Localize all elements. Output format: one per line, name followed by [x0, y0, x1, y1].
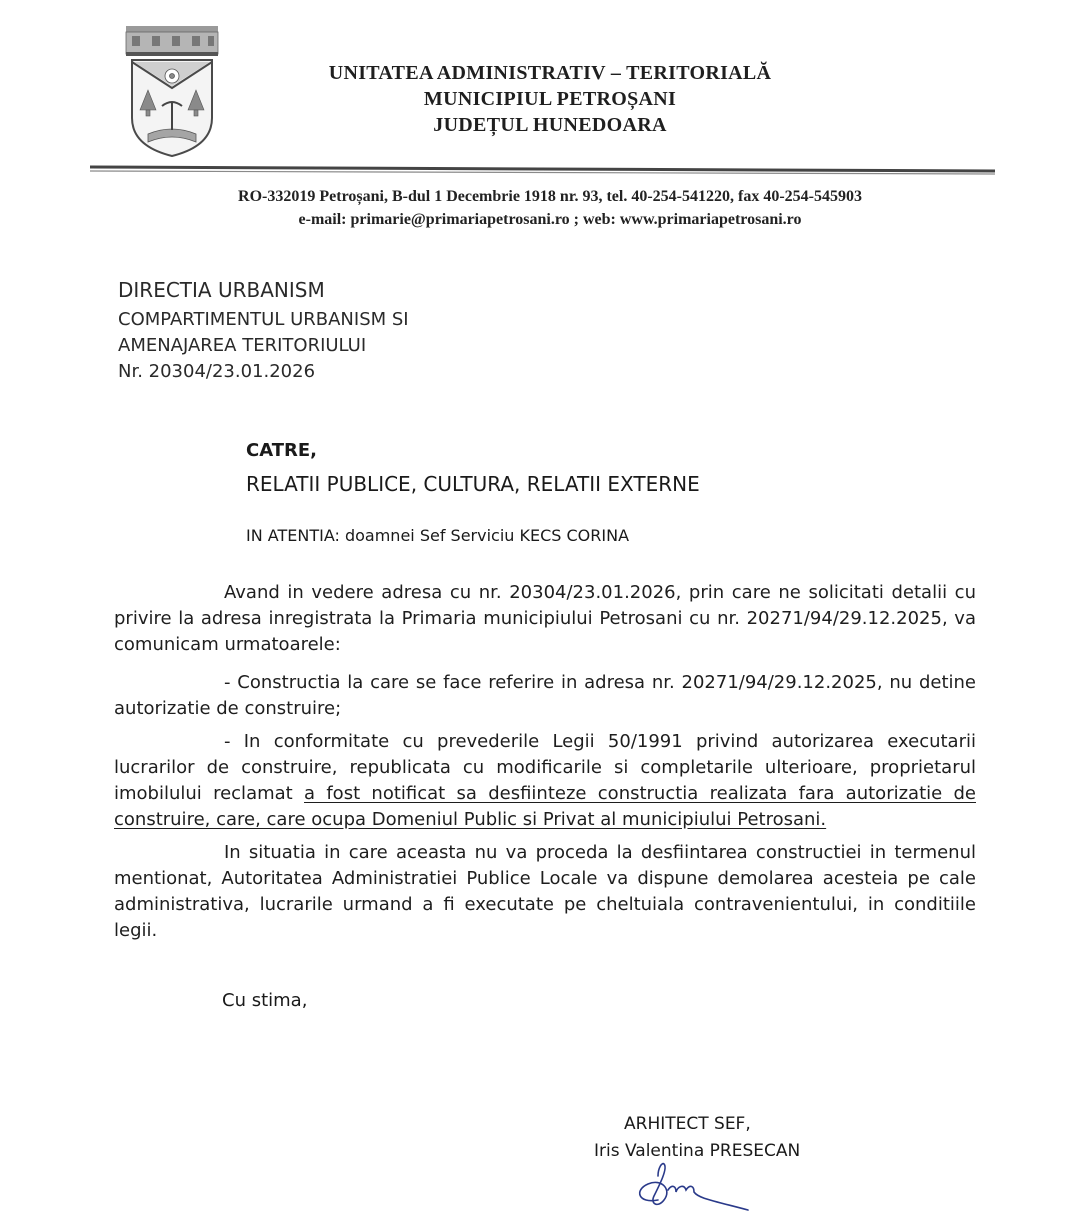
- coat-of-arms-icon: [118, 22, 226, 160]
- sender-compartment-line1: COMPARTIMENTUL URBANISM SI: [118, 309, 409, 330]
- header-unit-title: UNITATEA ADMINISTRATIV – TERITORIALĂ: [328, 62, 772, 84]
- closing-salutation: Cu stima,: [222, 990, 308, 1011]
- body-paragraph-1: Avand in vedere adresa cu nr. 20304/23.01.2026, prin care ne solicitati detalii cu privire la adresa inregistrata la Primaria municipiului Petrosani cu nr. 20271/94/29.12.2025, va comunicam urmatoarele:: [114, 582, 976, 655]
- signatory-name: Iris Valentina PRESECAN: [594, 1141, 801, 1161]
- body-paragraph-2: - Constructia la care se face referire in adresa nr. 20271/94/29.12.2025, nu detine autorizatie de construire;: [114, 672, 976, 719]
- registration-number: Nr. 20304/23.01.2026: [118, 361, 316, 382]
- header-county: JUDEȚUL HUNEDOARA: [433, 114, 667, 136]
- sender-compartment-line2: AMENAJAREA TERITORIULUI: [118, 335, 367, 356]
- attention-line: IN ATENTIA: doamnei Sef Serviciu KECS CORINA: [246, 526, 630, 545]
- header-divider: [90, 162, 995, 180]
- contact-address-line: RO-332019 Petroșani, B-dul 1 Decembrie 1918 nr. 93, tel. 40-254-541220, fax 40-254-545903: [238, 188, 862, 205]
- body-paragraph-3-text: - In conformitate cu prevederile Legii 50/1991 privind autorizarea executarii lucrarilor de construire, republicata cu modificarile si completarile ulterioare, proprietarul imobilului reclamat: [114, 731, 976, 804]
- header-municipality: MUNICIPIUL PETROȘANI: [423, 88, 677, 110]
- contact-email-web-line: e-mail: primarie@primariapetrosani.ro ; web: www.primariapetrosani.ro: [298, 211, 802, 228]
- body-paragraph-4: In situatia in care aceasta nu va proceda la desfiintarea constructiei in termenul mentionat, Autoritatea Administratiei Publice Locale va dispune demolarea acesteia pe cale administrativa, lucrarile urmand a fi executate pe cheltuiala contravenientului, in conditiile legii.: [114, 842, 976, 941]
- signatory-title: ARHITECT SEF,: [624, 1114, 751, 1134]
- recipient-label: CATRE,: [246, 440, 318, 461]
- body-paragraph-3-underlined: a fost notificat sa desfiinteze constructia realizata fara autorizatie de construire, care, care ocupa Domeniul Public si Privat al municipiului Petrosani.: [114, 783, 976, 830]
- handwritten-signature-icon: [628, 1160, 758, 1216]
- body-paragraph-3: [114, 729, 976, 833]
- sender-department: DIRECTIA URBANISM: [118, 278, 325, 302]
- recipient-name: RELATII PUBLICE, CULTURA, RELATII EXTERNE: [246, 472, 700, 496]
